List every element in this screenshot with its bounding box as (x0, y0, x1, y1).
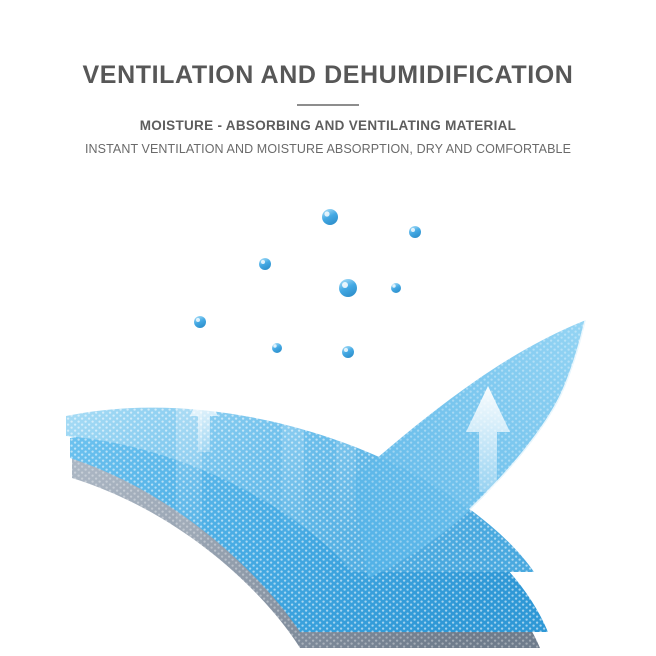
title-divider (297, 104, 359, 106)
droplet (342, 346, 354, 358)
tagline: INSTANT VENTILATION AND MOISTURE ABSORPTION, DRY AND COMFORTABLE (84, 141, 572, 156)
droplet (322, 209, 338, 225)
header-text-block (0, 0, 656, 157)
droplet (272, 343, 282, 353)
water-droplets (194, 209, 421, 358)
droplet (194, 316, 206, 328)
droplet (339, 279, 357, 297)
page-title: VENTILATION AND DEHUMIDIFICATION (82, 61, 574, 89)
fabric-layers-illustration (0, 180, 656, 656)
subtitle: MOISTURE - ABSORBING AND VENTILATING MATERIAL (139, 117, 517, 133)
droplet (259, 258, 271, 270)
fabric-layers-svg (0, 180, 656, 656)
droplet (391, 283, 401, 293)
droplet (409, 226, 421, 238)
